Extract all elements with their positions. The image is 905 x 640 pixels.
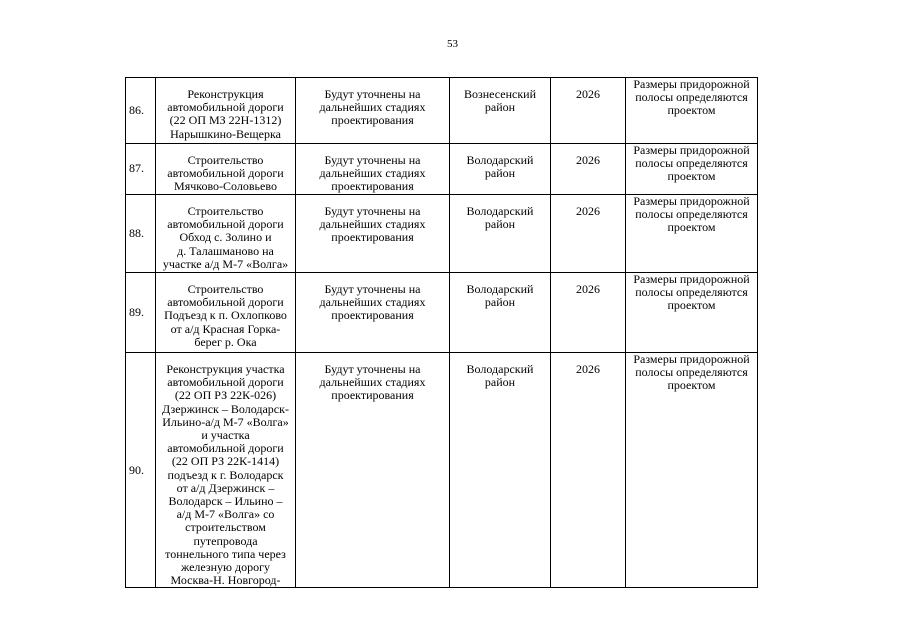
cell-line: Ильино-а/д М-7 «Волга» — [162, 414, 289, 429]
note — [626, 78, 758, 144]
cell-line: Вознесенский — [463, 87, 536, 101]
cell-line: Реконструкция — [187, 87, 264, 101]
year: 2026 — [551, 78, 626, 144]
cell-line: полосы определяются — [635, 156, 748, 171]
cell-line: дальнейших стадиях — [319, 375, 426, 390]
table-row — [126, 78, 758, 144]
cell-line: Строительство — [187, 282, 264, 296]
cell-line: дальнейших стадиях — [319, 295, 426, 310]
row-number: 88. — [126, 195, 156, 273]
cell-line: (22 ОП МЗ 22Н-1312) — [169, 113, 282, 128]
cell-line: Реконструкция участка — [166, 362, 285, 376]
cell-line: полосы определяются — [635, 365, 748, 380]
cell-line: Будут уточнены на — [324, 282, 421, 296]
object-parameters — [296, 273, 450, 353]
cell-line: проектом — [667, 169, 716, 184]
cell-line: Строительство — [187, 204, 264, 218]
cell-line: Будут уточнены на — [324, 362, 421, 376]
cell-line: подъезд к г. Володарск — [167, 467, 284, 482]
cell-line: полосы определяются — [635, 285, 748, 300]
cell-line: район — [484, 217, 516, 232]
cell-line: автомобильной дороги — [167, 166, 284, 181]
district — [450, 195, 551, 273]
cell-line: строительством — [185, 520, 266, 535]
year: 2026 — [551, 195, 626, 273]
table-row — [126, 144, 758, 195]
cell-line: Размеры придорожной — [633, 194, 750, 208]
cell-line: дальнейших стадиях — [319, 166, 426, 181]
cell-line: Володарский — [466, 282, 534, 296]
table-row — [126, 195, 758, 273]
note — [626, 195, 758, 273]
row-number: 90. — [126, 353, 156, 588]
cell-line: проектом — [667, 378, 716, 393]
object-name — [156, 273, 296, 353]
year: 2026 — [551, 273, 626, 353]
cell-line: Володарский — [466, 204, 534, 218]
cell-line: Будут уточнены на — [324, 204, 421, 218]
district — [450, 144, 551, 195]
cell-line: проектирования — [331, 230, 414, 245]
cell-line: Размеры придорожной — [633, 77, 750, 91]
cell-line: Дзержинск – Володарск- — [162, 401, 289, 416]
cell-line: Нарышкино-Вещерка — [170, 126, 281, 141]
cell-line: дальнейших стадиях — [319, 100, 426, 115]
cell-line: Володарск – Ильино – — [168, 494, 283, 509]
cell-line: проектом — [667, 103, 716, 118]
cell-line: от а/д Дзержинск – — [176, 480, 275, 495]
cell-line: проектирования — [331, 179, 414, 194]
table-row — [126, 273, 758, 353]
cell-line: Размеры придорожной — [633, 272, 750, 286]
cell-line: Мячково-Соловьево — [174, 179, 277, 194]
object-parameters — [296, 144, 450, 195]
note — [626, 144, 758, 195]
cell-line: (22 ОП РЗ 22К-1414) — [171, 454, 280, 469]
cell-line: Подъезд к п. Охлопково — [164, 308, 287, 323]
cell-line: автомобильной дороги — [167, 100, 284, 115]
cell-line: Будут уточнены на — [324, 153, 421, 167]
object-name — [156, 353, 296, 588]
note — [626, 353, 758, 588]
cell-line: Обход с. Золино и — [179, 230, 272, 245]
cell-line: Володарский — [466, 362, 534, 376]
cell-line: участке а/д М-7 «Волга» — [162, 256, 289, 271]
cell-line: автомобильной дороги — [167, 217, 284, 232]
cell-line: автомобильной дороги — [167, 295, 284, 310]
cell-line: полосы определяются — [635, 90, 748, 105]
object-name — [156, 78, 296, 144]
cell-line: Размеры придорожной — [633, 143, 750, 157]
cell-line: проектом — [667, 220, 716, 235]
object-name — [156, 195, 296, 273]
cell-line: район — [484, 295, 516, 310]
cell-line: проектирования — [331, 388, 414, 403]
cell-line: Строительство — [187, 153, 264, 167]
cell-line: и участка — [201, 428, 250, 443]
cell-line: проектирования — [331, 113, 414, 128]
district — [450, 353, 551, 588]
cell-line: дальнейших стадиях — [319, 217, 426, 232]
district — [450, 273, 551, 353]
cell-line: проектом — [667, 298, 716, 313]
cell-line: район — [484, 166, 516, 181]
cell-line: Размеры придорожной — [633, 352, 750, 366]
cell-line: автомобильной дороги — [167, 375, 284, 390]
row-number: 87. — [126, 144, 156, 195]
cell-line: Будут уточнены на — [324, 87, 421, 101]
row-number: 86. — [126, 78, 156, 144]
district — [450, 78, 551, 144]
note — [626, 273, 758, 353]
object-parameters — [296, 78, 450, 144]
cell-line: проектирования — [331, 308, 414, 323]
road-works-table — [125, 77, 758, 588]
year: 2026 — [551, 353, 626, 588]
cell-line: д. Талашманово на — [177, 243, 274, 258]
cell-line: район — [484, 375, 516, 390]
page-number: 53 — [447, 38, 458, 50]
cell-line: Москва-Н. Новгород- — [170, 573, 281, 588]
cell-line: автомобильной дороги — [167, 441, 284, 456]
cell-line: от а/д Красная Горка- — [170, 321, 281, 336]
cell-line: полосы определяются — [635, 207, 748, 222]
object-parameters — [296, 195, 450, 273]
cell-line: железную дорогу — [180, 560, 271, 575]
table-body — [126, 78, 758, 588]
cell-line: путепровода — [193, 533, 258, 548]
cell-line: тоннельного типа через — [165, 546, 286, 561]
cell-line: берег р. Ока — [194, 334, 257, 349]
cell-line: (22 ОП РЗ 22К-026) — [174, 388, 277, 403]
object-parameters — [296, 353, 450, 588]
cell-line: район — [484, 100, 516, 115]
cell-line: а/д М-7 «Волга» со — [176, 507, 275, 522]
year: 2026 — [551, 144, 626, 195]
row-number: 89. — [126, 273, 156, 353]
cell-line: Володарский — [466, 153, 534, 167]
table-row — [126, 353, 758, 588]
object-name — [156, 144, 296, 195]
